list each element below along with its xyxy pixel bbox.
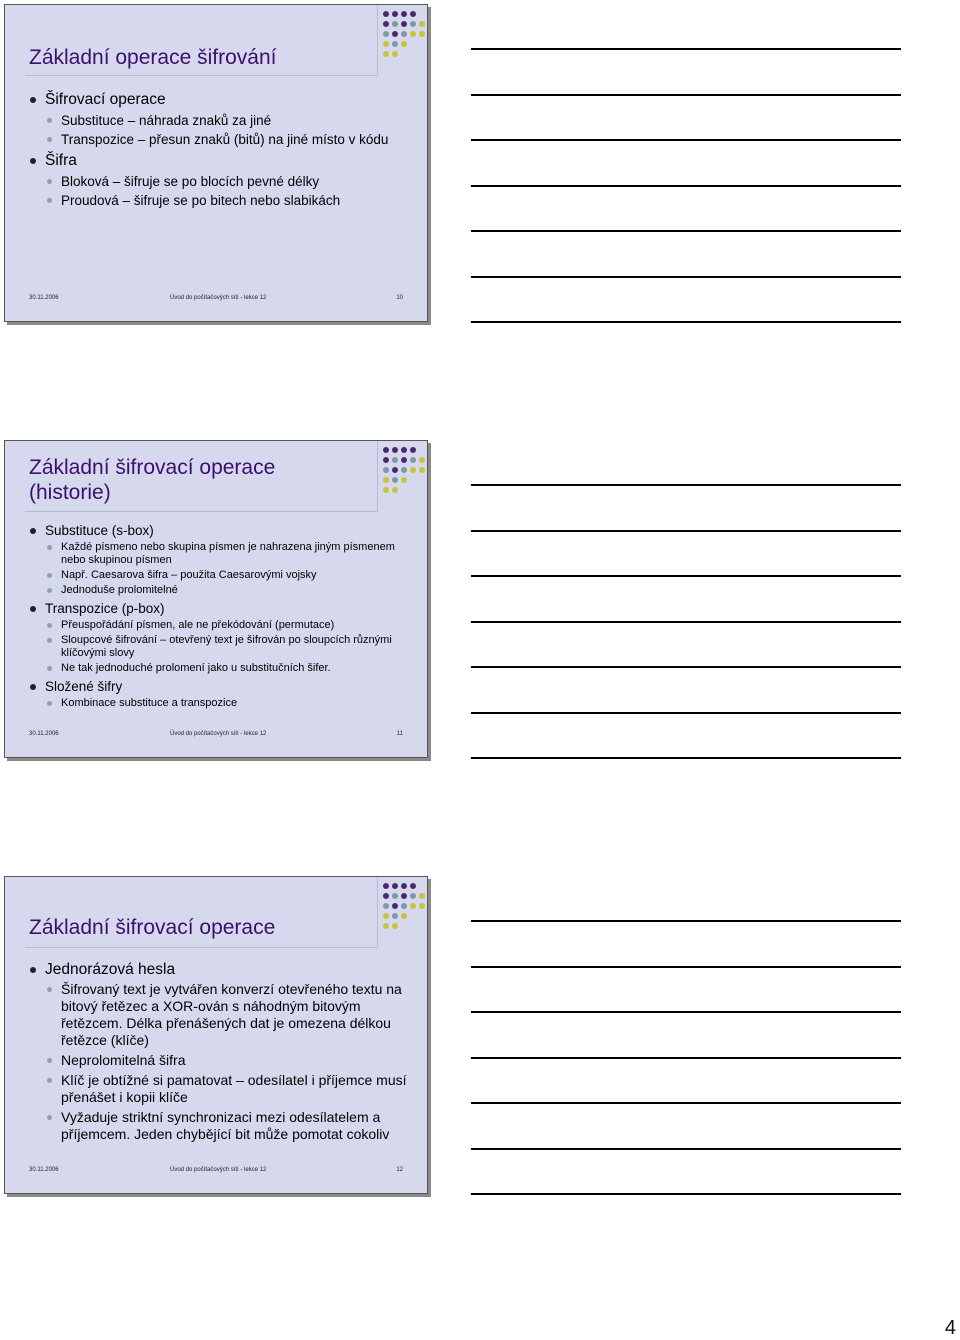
sub-bullet: Transpozice – přesun znaků (bitů) na jiné místo v kódu [27,131,407,148]
dot [392,883,398,889]
dot [419,31,425,37]
dot [410,903,416,909]
bullet: Jednorázová hesla [27,959,407,980]
footer-course: Úvod do počítačových sítí - lekce 12 [170,1167,267,1173]
dot [419,457,425,463]
dot [410,467,416,473]
note-line [471,185,901,187]
note-line [471,966,901,968]
slide-title: Základní šifrovací operace (historie) [29,456,276,504]
dot [392,31,398,37]
bullet: Složené šifry [27,677,407,696]
dot [392,923,398,929]
dot [401,457,407,463]
dot [410,893,416,899]
note-line [471,621,901,623]
note-line [471,484,901,486]
note-line [471,276,901,278]
dot [410,31,416,37]
dot [383,477,389,483]
dot [401,477,407,483]
dot [401,447,407,453]
slide-12 [4,876,428,1194]
footer-slide-number: 10 [396,295,403,301]
dot [401,11,407,17]
dot [419,467,425,473]
sub-bullet: Přeuspořádání písmen, ale ne překódování (permutace) [27,619,407,632]
decorative-dots-icon [383,447,427,503]
dot [383,883,389,889]
dot [383,447,389,453]
note-line [471,321,901,323]
dot [392,487,398,493]
slide-footer [29,731,403,741]
dot [392,913,398,919]
dot [383,21,389,27]
dot [401,31,407,37]
note-line [471,757,901,759]
sub-bullet: Substituce – náhrada znaků za jiné [27,112,407,129]
sub-bullet: Ne tak jednoduché prolomení jako u substitučních šifer. [27,662,407,675]
dot [383,903,389,909]
dot [410,457,416,463]
slide-footer [29,1167,403,1177]
sub-bullet: Proudová – šifruje se po bitech nebo slabikách [27,192,407,209]
note-line [471,666,901,668]
dot [383,31,389,37]
dot [383,11,389,17]
dot [392,11,398,17]
slide-footer [29,295,403,305]
bullet: Transpozice (p-box) [27,599,407,618]
sub-bullet: Kombinace substituce a transpozice [27,697,407,710]
decorative-dots-icon [383,11,427,67]
dot [383,893,389,899]
dot [392,21,398,27]
dot [392,41,398,47]
dot [392,903,398,909]
sub-bullet: Neprolomitelná šifra [27,1052,407,1069]
dot [392,467,398,473]
dot [392,457,398,463]
sub-bullet: Jednoduše prolomitelné [27,584,407,597]
dot [383,913,389,919]
dot [392,893,398,899]
dot [401,893,407,899]
sub-bullet: Každé písmeno nebo skupina písmen je nahrazena jiným písmenem nebo skupinou písmen [27,541,407,567]
note-line [471,94,901,96]
dot [383,487,389,493]
slide-content [27,521,407,712]
note-line [471,1193,901,1195]
dot [419,893,425,899]
dot [401,913,407,919]
page-number: 4 [944,1317,956,1339]
note-line [471,575,901,577]
dot [419,21,425,27]
sub-bullet: Vyžaduje striktní synchronizaci mezi odesílatelem a příjemcem. Jeden chybějící bit může pomotat cokoliv [27,1109,407,1143]
decorative-dots-icon [383,883,427,939]
note-line [471,1057,901,1059]
slide-content [27,959,407,1146]
dot [401,883,407,889]
dot [410,883,416,889]
note-line [471,920,901,922]
dot [383,467,389,473]
dot [410,21,416,27]
dot [401,903,407,909]
dot [392,477,398,483]
bullet: Substituce (s-box) [27,521,407,540]
dot [419,903,425,909]
footer-course: Úvod do počítačových sítí - lekce 12 [170,295,267,301]
note-line [471,530,901,532]
dot [383,41,389,47]
sub-bullet: Šifrovaný text je vytvářen konverzí otevřeného textu na bitový řetězec a XOR-ován s náhodným bitovým řetězcem. Délka přenášených dat je omezena délkou řetězce (klíče) [27,981,407,1049]
dot [401,41,407,47]
slide-content [27,89,407,211]
note-line [471,230,901,232]
sub-bullet: Bloková – šifruje se po blocích pevné délky [27,173,407,190]
dot [383,51,389,57]
footer-date: 30.11.2006 [29,295,59,301]
note-line [471,1102,901,1104]
footer-date: 30.11.2006 [29,1167,59,1173]
note-line [471,48,901,50]
note-line [471,712,901,714]
dot [383,923,389,929]
dot [401,21,407,27]
dot [410,11,416,17]
footer-slide-number: 12 [396,1167,403,1173]
note-line [471,1011,901,1013]
dot [392,447,398,453]
footer-slide-number: 11 [396,731,403,737]
sub-bullet: Klíč je obtížné si pamatovat – odesílatel i příjemce musí přenášet i kopii klíče [27,1072,407,1106]
footer-course: Úvod do počítačových sítí - lekce 12 [170,731,267,737]
dot [392,51,398,57]
dot [410,447,416,453]
bullet: Šifra [27,150,407,171]
sub-bullet: Sloupcové šifrování – otevřený text je šifrován po sloupcích různými klíčovými slovy [27,634,407,660]
dot [401,467,407,473]
footer-date: 30.11.2006 [29,731,59,737]
sub-bullet: Např. Caesarova šifra – použita Caesarovými vojsky [27,569,407,582]
slide-title: Základní operace šifrování [29,46,277,69]
slide-11 [4,440,428,758]
note-line [471,139,901,141]
note-line [471,1148,901,1150]
dot [383,457,389,463]
bullet: Šifrovací operace [27,89,407,110]
slide-10 [4,4,428,322]
slide-title: Základní šifrovací operace [29,916,276,939]
